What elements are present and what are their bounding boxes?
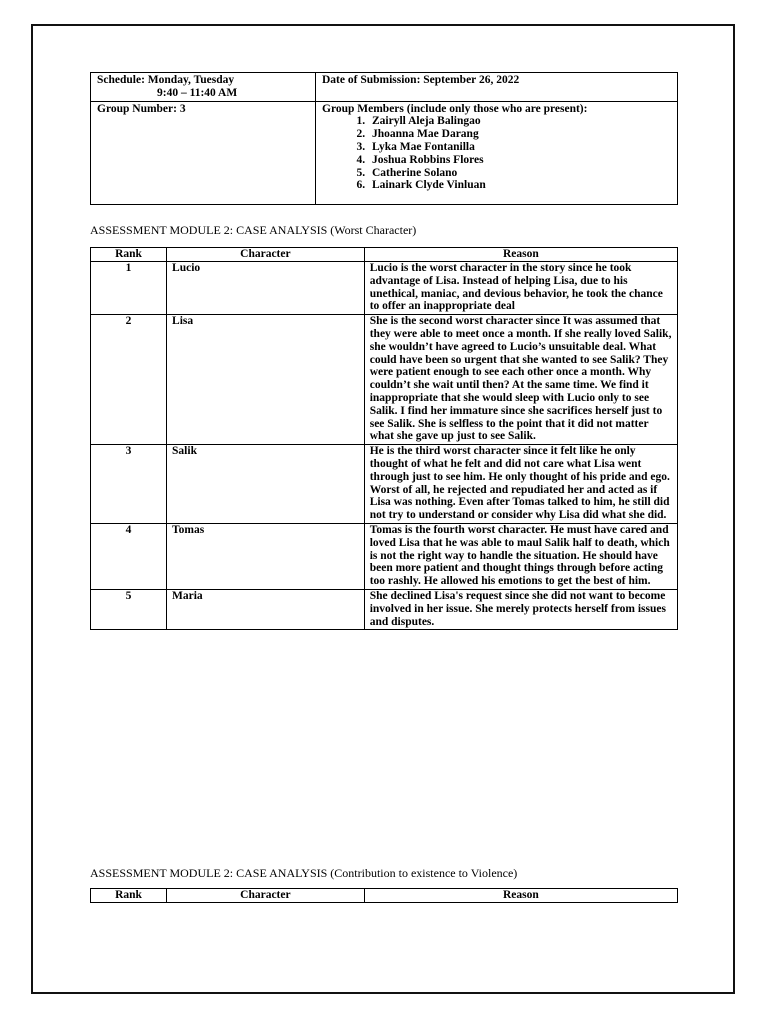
character-cell: Lucio bbox=[167, 262, 365, 315]
rank-cell: 2 bbox=[91, 315, 167, 445]
member-item: 4. Joshua Robbins Flores bbox=[368, 154, 671, 167]
header-character: Character bbox=[167, 248, 365, 262]
table-row bbox=[91, 262, 678, 315]
violence-table bbox=[90, 888, 678, 903]
rank-cell: 3 bbox=[91, 445, 167, 524]
header-character: Character bbox=[167, 889, 365, 903]
group-number: Group Number: 3 bbox=[97, 102, 186, 115]
header-rank: Rank bbox=[91, 248, 167, 262]
members-list bbox=[322, 115, 671, 192]
group-members-cell bbox=[316, 101, 678, 204]
reason-cell: Tomas is the fourth worst character. He must have cared and loved Lisa that he was able to maul Salik half to death, which is not the right way to handle the situation. He should have been more patient and thought things through before acting too rashly. He allowed his emotions to get the best of him. bbox=[364, 523, 677, 589]
header-reason: Reason bbox=[364, 889, 677, 903]
reason-cell: She declined Lisa's request since she did not want to become involved in her issue. She merely protects herself from issues and disputes. bbox=[364, 589, 677, 629]
character-cell: Tomas bbox=[167, 523, 365, 589]
header-rank: Rank bbox=[91, 889, 167, 903]
schedule-cell bbox=[91, 73, 316, 102]
reason-cell: He is the third worst character since it felt like he only thought of what he felt and did not care what Lisa went through just to see him. He only thought of his pride and ego. Worst of all, he rejected and repudiated her and acted as if Lisa was nothing. Even after Tomas talked to him, he still did not try to understand or consider why Lisa did what she did. bbox=[364, 445, 677, 524]
character-cell: Lisa bbox=[167, 315, 365, 445]
section-heading-violence: ASSESSMENT MODULE 2: CASE ANALYSIS (Contribution to existence to Violence) bbox=[90, 866, 518, 880]
submission-cell bbox=[316, 73, 678, 102]
character-cell: Maria bbox=[167, 589, 365, 629]
table-row bbox=[91, 589, 678, 629]
reason-cell: Lucio is the worst character in the story since he took advantage of Lisa. Instead of helping Lisa, due to his unethical, maniac, and devious behavior, he took the chance to offer an inappropriate deal bbox=[364, 262, 677, 315]
table-row bbox=[91, 315, 678, 445]
member-item: 1. Zairyll Aleja Balingao bbox=[368, 115, 671, 128]
rank-cell: 4 bbox=[91, 523, 167, 589]
rank-cell: 1 bbox=[91, 262, 167, 315]
schedule-line-1: Schedule: Monday, Tuesday bbox=[97, 74, 235, 86]
character-cell: Salik bbox=[167, 445, 365, 524]
submission-date: Date of Submission: September 26, 2022 bbox=[322, 74, 520, 86]
info-table bbox=[90, 72, 678, 205]
group-members-label: Group Members (include only those who are present): bbox=[322, 102, 588, 115]
section-heading-worst-character: ASSESSMENT MODULE 2: CASE ANALYSIS (Worst Character) bbox=[90, 223, 417, 237]
table-row bbox=[91, 523, 678, 589]
schedule-line-2: 9:40 – 11:40 AM bbox=[157, 86, 238, 99]
header-reason: Reason bbox=[364, 248, 677, 262]
member-item: 6. Lainark Clyde Vinluan bbox=[368, 179, 671, 192]
member-item: 5. Catherine Solano bbox=[368, 167, 671, 180]
group-number-cell bbox=[91, 101, 316, 204]
reason-cell: She is the second worst character since It was assumed that they were able to meet once a month. If she really loved Salik, she wouldn’t have agreed to Lucio’s unsuitable deal. What could have been so urgent that she wanted to see Salik? They were patient enough to see each other once a month. Why couldn’t she wait until then? At the same time. We find it inappropriate that she would sleep with Lucio only to see Salik. I find her immature since she sacrifices herself just to see Salik. She is selfless to the point that it did not matter what she gave up just to see Salik. bbox=[364, 315, 677, 445]
rank-cell: 5 bbox=[91, 589, 167, 629]
member-item: 3. Lyka Mae Fontanilla bbox=[368, 141, 671, 154]
table-header-row bbox=[91, 889, 678, 903]
table-row bbox=[91, 445, 678, 524]
table-header-row bbox=[91, 248, 678, 262]
member-item: 2. Jhoanna Mae Darang bbox=[368, 128, 671, 141]
worst-character-table bbox=[90, 247, 678, 630]
